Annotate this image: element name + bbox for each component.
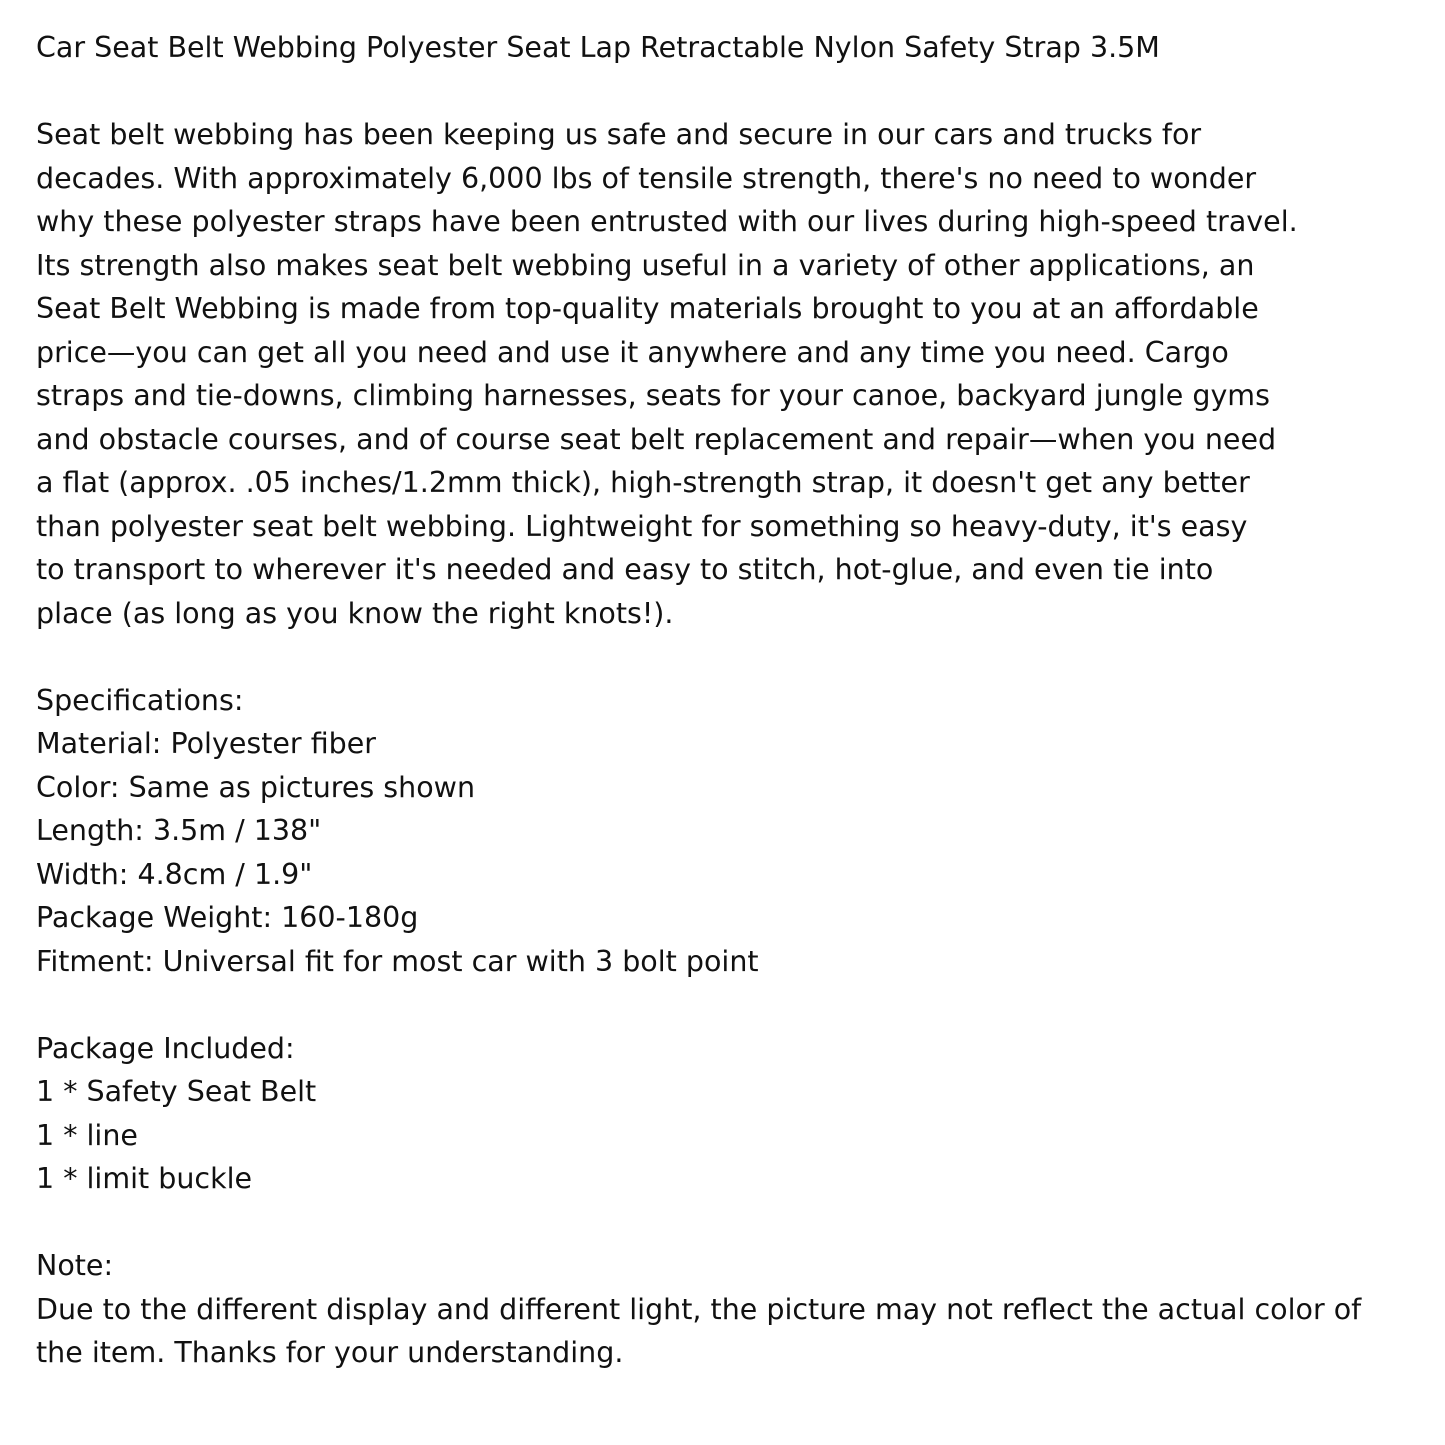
description-line: and obstacle courses, and of course seat belt replacement and repair—when you need xyxy=(36,422,1277,456)
description-line: a flat (approx. .05 inches/1.2mm thick), high-strength strap, it doesn't get any better xyxy=(36,466,1250,499)
spacer xyxy=(36,635,1431,679)
description-paragraph xyxy=(36,113,1431,635)
package-heading: Package Included: xyxy=(36,1031,295,1065)
spacer xyxy=(36,983,1431,1027)
spec-item-package-weight: Package Weight: 160-180g xyxy=(36,901,419,934)
note-line: the item. Thanks for your understanding. xyxy=(36,1336,624,1369)
description-line: than polyester seat belt webbing. Lightweight for something so heavy-duty, it's easy xyxy=(36,509,1248,543)
package-item: 1 * Safety Seat Belt xyxy=(36,1075,317,1108)
note-section xyxy=(36,1244,1431,1375)
description-line: place (as long as you know the right knots!). xyxy=(36,596,674,630)
spec-item-color: Color: Same as pictures shown xyxy=(36,770,476,804)
specifications-section xyxy=(36,679,1431,984)
specifications-heading: Specifications: xyxy=(36,683,244,717)
package-item: 1 * limit buckle xyxy=(36,1162,253,1195)
description-line: straps and tie-downs, climbing harnesses, seats for your canoe, backyard jungle gyms xyxy=(36,379,1270,412)
spacer xyxy=(36,1201,1431,1245)
note-line: Due to the different display and different light, the picture may not reflect the actual color of xyxy=(36,1292,1362,1326)
package-included-section xyxy=(36,1027,1431,1201)
product-title: Car Seat Belt Webbing Polyester Seat Lap Retractable Nylon Safety Strap 3.5M xyxy=(36,31,1160,64)
note-heading: Note: xyxy=(36,1249,114,1282)
description-line: decades. With approximately 6,000 lbs of tensile strength, there's no need to wonder xyxy=(36,161,1257,195)
spacer xyxy=(36,70,1431,114)
description-line: price—you can get all you need and use it anywhere and any time you need. Cargo xyxy=(36,335,1229,369)
spec-item-length: Length: 3.5m / 138" xyxy=(36,814,322,847)
spec-item-width: Width: 4.8cm / 1.9" xyxy=(36,857,313,891)
package-item: 1 * line xyxy=(36,1118,138,1152)
description-line: to transport to wherever it's needed and easy to stitch, hot-glue, and even tie into xyxy=(36,553,1214,586)
product-description-document xyxy=(36,26,1431,1375)
description-line: Its strength also makes seat belt webbing useful in a variety of other applications, an xyxy=(36,248,1255,282)
spec-item-fitment: Fitment: Universal fit for most car with 3 bolt point xyxy=(36,944,759,978)
description-line: Seat Belt Webbing is made from top-quality materials brought to you at an affordable xyxy=(36,292,1259,325)
spec-item-material: Material: Polyester fiber xyxy=(36,727,376,760)
description-line: why these polyester straps have been entrusted with our lives during high-speed travel. xyxy=(36,205,1298,238)
description-line: Seat belt webbing has been keeping us safe and secure in our cars and trucks for xyxy=(36,118,1202,151)
